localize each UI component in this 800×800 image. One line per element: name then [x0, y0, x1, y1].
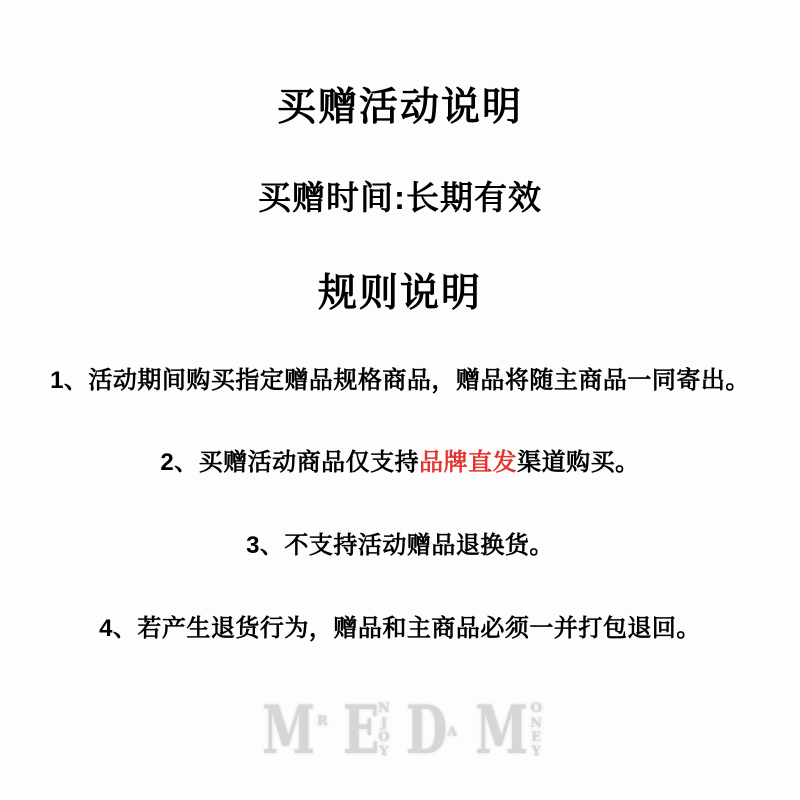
watermark-letter-big: D — [405, 690, 448, 769]
watermark-letter-big: M — [262, 690, 315, 769]
watermark-letter-small: E — [531, 729, 542, 745]
watermark-letter-small: J — [380, 715, 388, 731]
watermark-letters-small — [378, 698, 390, 764]
watermark-letter-big: E — [342, 690, 379, 769]
rule-text: 3、不支持活动赠品退换货。 — [246, 532, 554, 560]
watermark-unit-enjoy — [342, 690, 390, 769]
watermark-unit-mr — [258, 690, 328, 769]
brand-watermark-medm — [0, 690, 800, 769]
watermark-letter-small: Y — [531, 744, 541, 760]
rule-item-4 — [0, 615, 800, 644]
page-title: 买赠活动说明 — [276, 86, 523, 129]
watermark-letter-small: N — [378, 701, 390, 717]
promo-duration-text: 买赠时间:长期有效 — [258, 178, 542, 216]
rule-text: 渠道购买。 — [517, 449, 640, 477]
watermark-letter-big: M — [475, 690, 529, 769]
watermark-letters-small — [447, 700, 457, 766]
watermark-letter-small: A — [447, 724, 458, 740]
watermark-unit-da — [404, 690, 458, 769]
watermark-letters-small — [530, 698, 542, 764]
watermark-letters-small — [317, 689, 328, 755]
watermark-letter-small: N — [530, 715, 543, 731]
rule-text: 2、买赠活动商品仅支持 — [160, 449, 420, 477]
rule-text: 4、若产生退货行为，赠品和主商品必须一并打包退回。 — [99, 615, 701, 643]
rule-item-3 — [0, 532, 800, 561]
rule-item-2 — [0, 449, 800, 478]
rules-list — [0, 367, 800, 644]
rule-text: 1、活动期间购买指定赠品规格商品，赠品将随主商品一同寄出。 — [50, 366, 750, 394]
watermark-letter-small: O — [530, 701, 542, 717]
watermark-letter-small: R — [316, 713, 328, 729]
watermark-unit-money — [471, 690, 543, 769]
rules-heading: 规则说明 — [317, 271, 482, 315]
watermark-letter-small: O — [378, 729, 390, 745]
watermark-letter-small: Y — [379, 744, 389, 760]
rule-item-1 — [0, 367, 800, 396]
rule-highlight-brand-direct: 品牌直发 — [419, 449, 518, 477]
